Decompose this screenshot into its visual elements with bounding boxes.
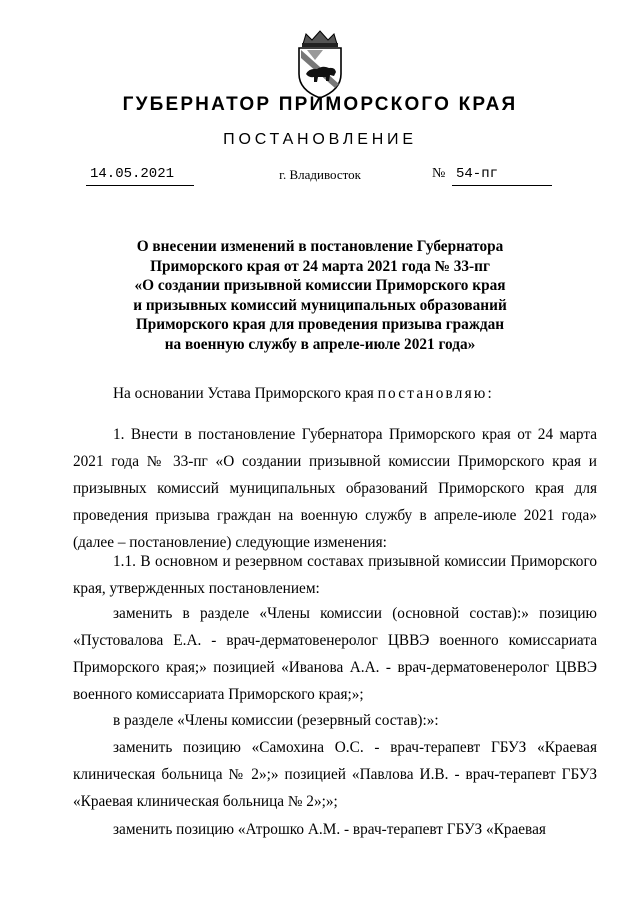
basis-prefix: На основании Устава Приморского края	[113, 385, 378, 402]
paragraph-replace-reserve-2: заменить позицию «Атрошко А.М. - врач-терапевт ГБУЗ «Краевая	[113, 821, 546, 838]
number-field	[452, 164, 552, 186]
governor-title: ГУБЕРНАТОР ПРИМОРСКОГО КРАЯ	[122, 94, 518, 115]
number-label: №	[432, 166, 446, 181]
paragraph-1: 1. Внести в постановление Губернатора Приморского края от 24 марта 2021 года № 33-пг «О создании призывной комиссии Приморского края и призывных комиссий муниципальных образований Приморского края для проведения призыва граждан на военную службу в апреле-июле 2021 года» (далее – постановление) следующие изменения:	[73, 426, 597, 551]
heading-line: Приморского края от 24 марта 2021 года № 33-пг	[150, 257, 490, 275]
document-date: 14.05.2021	[90, 166, 175, 182]
city-label: г. Владивосток	[279, 167, 361, 182]
paragraph-replace-reserve-1: заменить позицию «Самохина О.С. - врач-терапевт ГБУЗ «Краевая клиническая больница № 2»;» позицией «Павлова И.В. - врач-терапевт ГБУЗ «Краевая клиническая больница № 2»;»;	[73, 739, 597, 810]
paragraph-reserve-section: в разделе «Члены комиссии (резервный состав):»:	[113, 712, 439, 729]
paragraph-replace-main: заменить в разделе «Члены комиссии (основной состав):» позицию «Пустовалова Е.А. - врач-дерматовенеролог ЦВВЭ военного комиссариата Приморского края;» позицией «Иванова А.А. - врач-дерматовенеролог ЦВВЭ военного комиссариата Приморского края;»;	[73, 605, 597, 703]
document-number: 54-пг	[456, 166, 499, 182]
document-type: ПОСТАНОВЛЕНИЕ	[223, 131, 417, 148]
basis-verb: постановляю:	[377, 385, 494, 402]
heading-line: О внесении изменений в постановление Губернатора	[136, 238, 504, 255]
basis-paragraph	[73, 380, 597, 407]
heading-line: «О создании призывной комиссии Приморского края	[134, 277, 506, 295]
coat-of-arms-icon	[289, 30, 351, 100]
document-heading	[60, 237, 580, 355]
heading-line: и призывных комиссий муниципальных образований	[133, 296, 507, 314]
heading-line: Приморского края для проведения призыва граждан	[135, 316, 505, 334]
paragraph-1-1: 1.1. В основном и резервном составах призывной комиссии Приморского края, утвержденных постановлением:	[73, 553, 597, 597]
heading-line: на военную службу в апреле-июле 2021 года»	[164, 335, 476, 353]
